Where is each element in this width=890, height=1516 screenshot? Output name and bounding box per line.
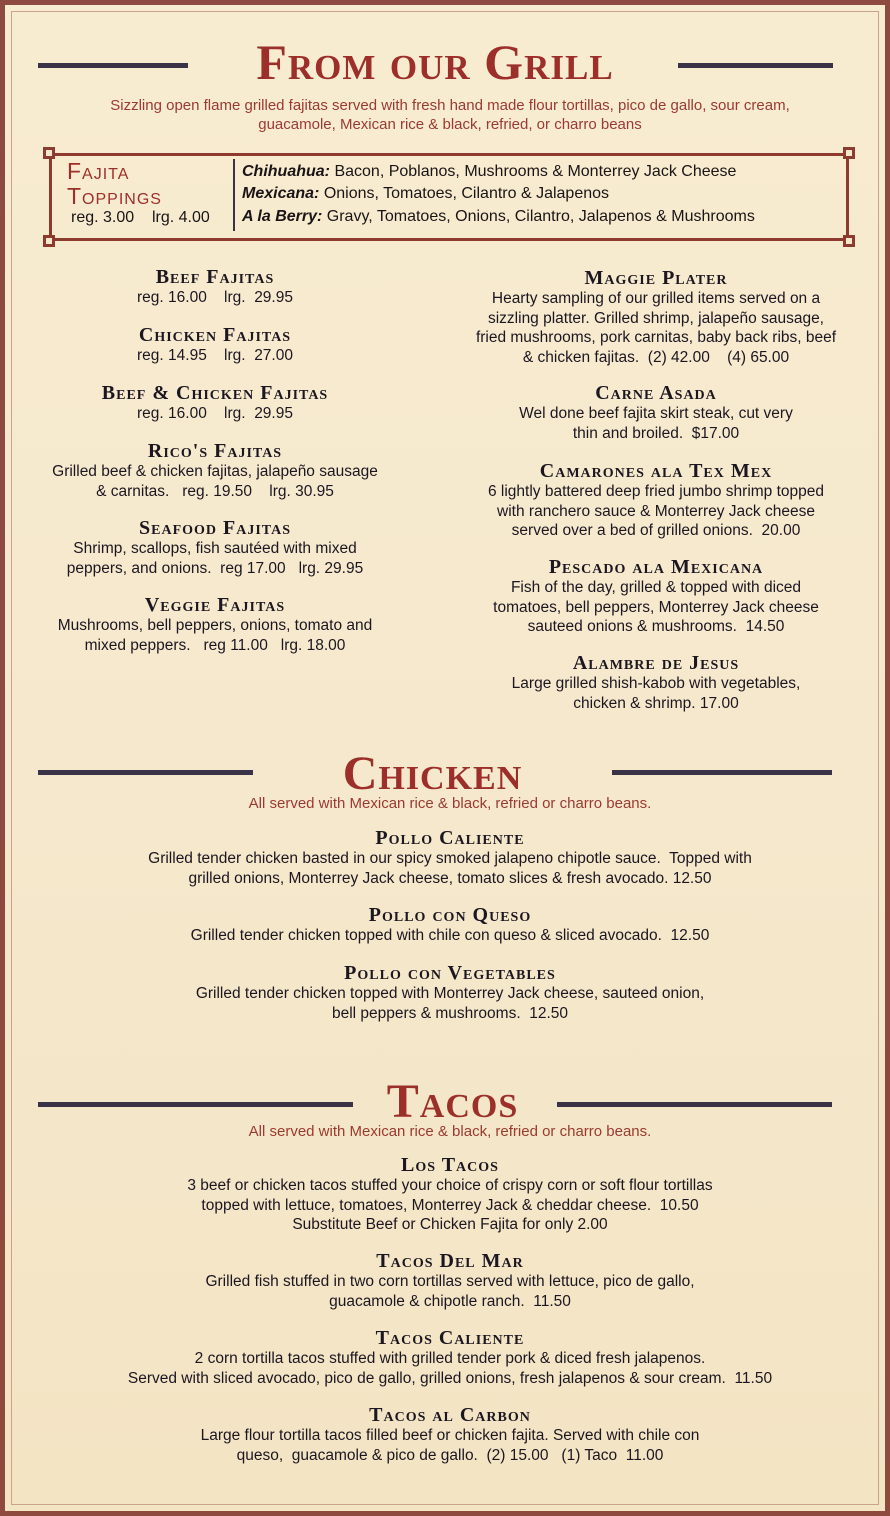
- item-desc: chicken & shrimp. 17.00: [573, 694, 739, 712]
- item-desc: with ranchero sauce & Monterrey Jack cheese: [497, 502, 815, 520]
- item-desc: topped with lettuce, tomatoes, Monterrey Jack & cheddar cheese. 10.50: [201, 1196, 699, 1214]
- item-desc: 2 corn tortilla tacos stuffed with grilled tender pork & diced fresh jalapenos.: [194, 1350, 706, 1367]
- menu-item: [15, 518, 415, 578]
- box-corner-ornament: [843, 147, 855, 159]
- item-name: Los Tacos: [401, 1154, 499, 1176]
- menu-item: [45, 963, 855, 1023]
- item-name: Maggie Plater: [584, 267, 728, 289]
- item-name: Alambre de Jesus: [572, 652, 740, 674]
- menu-item: [15, 383, 415, 424]
- topping-desc: Gravy, Tomatoes, Onions, Cilantro, Jalapenos & Mushrooms: [322, 208, 755, 225]
- item-name: Pescado ala Mexicana: [548, 556, 764, 578]
- topping-option: [242, 184, 609, 204]
- item-name: Rico's Fajitas: [147, 440, 283, 462]
- topping-option: [242, 207, 755, 227]
- item-desc: grilled onions, Monterrey Jack cheese, tomato slices & fresh avocado. 12.50: [188, 869, 712, 887]
- item-desc: Grilled beef & chicken fajitas, jalapeño sausage: [52, 463, 378, 480]
- box-corner-ornament: [43, 235, 55, 247]
- divider-rule: [38, 63, 188, 68]
- tacos-title: Tacos: [386, 1075, 519, 1128]
- menu-item: [45, 1328, 855, 1388]
- item-name: Tacos Caliente: [375, 1327, 525, 1349]
- item-desc: Grilled fish stuffed in two corn tortillas served with lettuce, pico de gallo,: [205, 1273, 695, 1290]
- item-desc: Substitute Beef or Chicken Fajita for only 2.00: [292, 1216, 608, 1233]
- toppings-title: [67, 159, 162, 209]
- topping-name: Mexicana:: [242, 185, 320, 202]
- topping-name: Chihuahua:: [242, 163, 330, 180]
- divider-rule: [557, 1102, 832, 1107]
- chicken-title: Chicken: [342, 747, 523, 800]
- toppings-divider: [233, 159, 235, 231]
- toppings-title-line2: Toppings: [67, 183, 162, 209]
- topping-desc: Onions, Tomatoes, Cilantro & Jalapenos: [319, 185, 610, 202]
- item-name: Tacos al Carbon: [369, 1404, 531, 1426]
- menu-item: [15, 267, 415, 308]
- item-desc: fried mushrooms, pork carnitas, baby back ribs, beef: [475, 329, 837, 346]
- item-desc: served over a bed of grilled onions. 20.00: [511, 522, 801, 539]
- item-name: Chicken Fajitas: [138, 324, 292, 346]
- menu-item: [440, 383, 872, 443]
- menu-item: [440, 268, 872, 367]
- menu-item: [15, 595, 415, 655]
- item-desc: Shrimp, scallops, fish sautéed with mixed: [73, 540, 357, 557]
- toppings-price: reg. 3.00 lrg. 4.00: [71, 209, 210, 226]
- menu-item: [440, 653, 872, 713]
- box-corner-ornament: [43, 147, 55, 159]
- grill-subtitle-line2: guacamole, Mexican rice & black, refried, or charro beans: [258, 116, 642, 133]
- item-desc: Served with sliced avocado, pico de gallo, grilled onions, fresh jalapenos & sour cream. 11.50: [127, 1369, 773, 1387]
- toppings-title-line1: Fajita: [67, 158, 130, 184]
- item-desc: Grilled tender chicken basted in our spicy smoked jalapeno chipotle sauce. Topped with: [148, 850, 752, 867]
- chicken-subtitle: All served with Mexican rice & black, refried or charro beans.: [248, 795, 652, 812]
- item-desc: & carnitas. reg. 19.50 lrg. 30.95: [96, 482, 334, 500]
- grill-subtitle-line1: Sizzling open flame grilled fajitas served with fresh hand made flour tortillas, pico de gallo, sour cream,: [110, 97, 790, 114]
- item-desc: peppers, and onions. reg 17.00 lrg. 29.95: [66, 559, 364, 577]
- item-desc: reg. 16.00 lrg. 29.95: [137, 405, 293, 422]
- item-name: Beef Fajitas: [155, 266, 275, 288]
- item-desc: guacamole & chipotle ranch. 11.50: [329, 1292, 571, 1310]
- item-desc: Hearty sampling of our grilled items served on a: [491, 290, 821, 307]
- item-desc: Grilled tender chicken topped with Monterrey Jack cheese, sauteed onion,: [195, 985, 705, 1002]
- item-desc: Fish of the day, grilled & topped with diced: [510, 579, 802, 596]
- item-name: Veggie Fajitas: [144, 594, 286, 616]
- item-desc: thin and broiled. $17.00: [572, 424, 740, 442]
- box-corner-ornament: [843, 235, 855, 247]
- item-desc: 6 lightly battered deep fried jumbo shrimp topped: [487, 483, 825, 500]
- topping-name: A la Berry:: [242, 208, 323, 225]
- menu-item: [440, 461, 872, 541]
- item-desc: reg. 16.00 lrg. 29.95: [137, 289, 293, 306]
- divider-rule: [678, 63, 833, 68]
- topping-option: [242, 162, 736, 182]
- menu-item: [45, 1405, 855, 1465]
- item-desc: tomatoes, bell peppers, Monterrey Jack cheese: [493, 598, 819, 616]
- item-name: Pollo con Queso: [368, 904, 532, 926]
- tacos-subtitle: All served with Mexican rice & black, refried or charro beans.: [248, 1123, 652, 1140]
- item-name: Beef & Chicken Fajitas: [101, 382, 329, 404]
- item-name: Camarones ala Tex Mex: [539, 460, 773, 482]
- item-desc: Mushrooms, bell peppers, onions, tomato and: [57, 617, 373, 634]
- menu-item: [45, 905, 855, 946]
- item-desc: mixed peppers. reg 11.00 lrg. 18.00: [84, 636, 346, 654]
- item-desc: Large grilled shish-kabob with vegetables,: [511, 675, 801, 692]
- item-name: Carne Asada: [595, 382, 717, 404]
- item-desc: sauteed onions & mushrooms. 14.50: [527, 618, 785, 635]
- item-desc: bell peppers & mushrooms. 12.50: [331, 1004, 569, 1022]
- menu-item: [15, 441, 415, 501]
- item-desc: sizzling platter. Grilled shrimp, jalapeño sausage,: [487, 309, 824, 327]
- item-name: Seafood Fajitas: [139, 517, 291, 539]
- grill-title: From our Grill: [256, 34, 614, 90]
- item-desc: & chicken fajitas. (2) 42.00 (4) 65.00: [522, 348, 790, 366]
- divider-rule: [38, 1102, 353, 1107]
- menu-item: [45, 1251, 855, 1311]
- menu-item: [45, 1155, 855, 1235]
- item-desc: 3 beef or chicken tacos stuffed your choice of crispy corn or soft flour tortillas: [187, 1177, 713, 1194]
- item-desc: queso, guacamole & pico de gallo. (2) 15.00 (1) Taco 11.00: [236, 1446, 664, 1464]
- item-name: Pollo Caliente: [375, 827, 525, 849]
- divider-rule: [38, 770, 253, 775]
- menu-item: [440, 557, 872, 637]
- menu-item: [15, 325, 415, 366]
- item-name: Pollo con Vegetables: [344, 962, 556, 984]
- menu-item: [45, 828, 855, 888]
- item-desc: Wel done beef fajita skirt steak, cut very: [519, 405, 793, 422]
- topping-desc: Bacon, Poblanos, Mushrooms & Monterrey Jack Cheese: [330, 163, 737, 180]
- item-desc: Large flour tortilla tacos filled beef or chicken fajita. Served with chile con: [200, 1427, 700, 1444]
- item-desc: Grilled tender chicken topped with chile con queso & sliced avocado. 12.50: [190, 927, 710, 944]
- item-desc: reg. 14.95 lrg. 27.00: [137, 347, 293, 364]
- divider-rule: [612, 770, 832, 775]
- item-name: Tacos Del Mar: [376, 1250, 524, 1272]
